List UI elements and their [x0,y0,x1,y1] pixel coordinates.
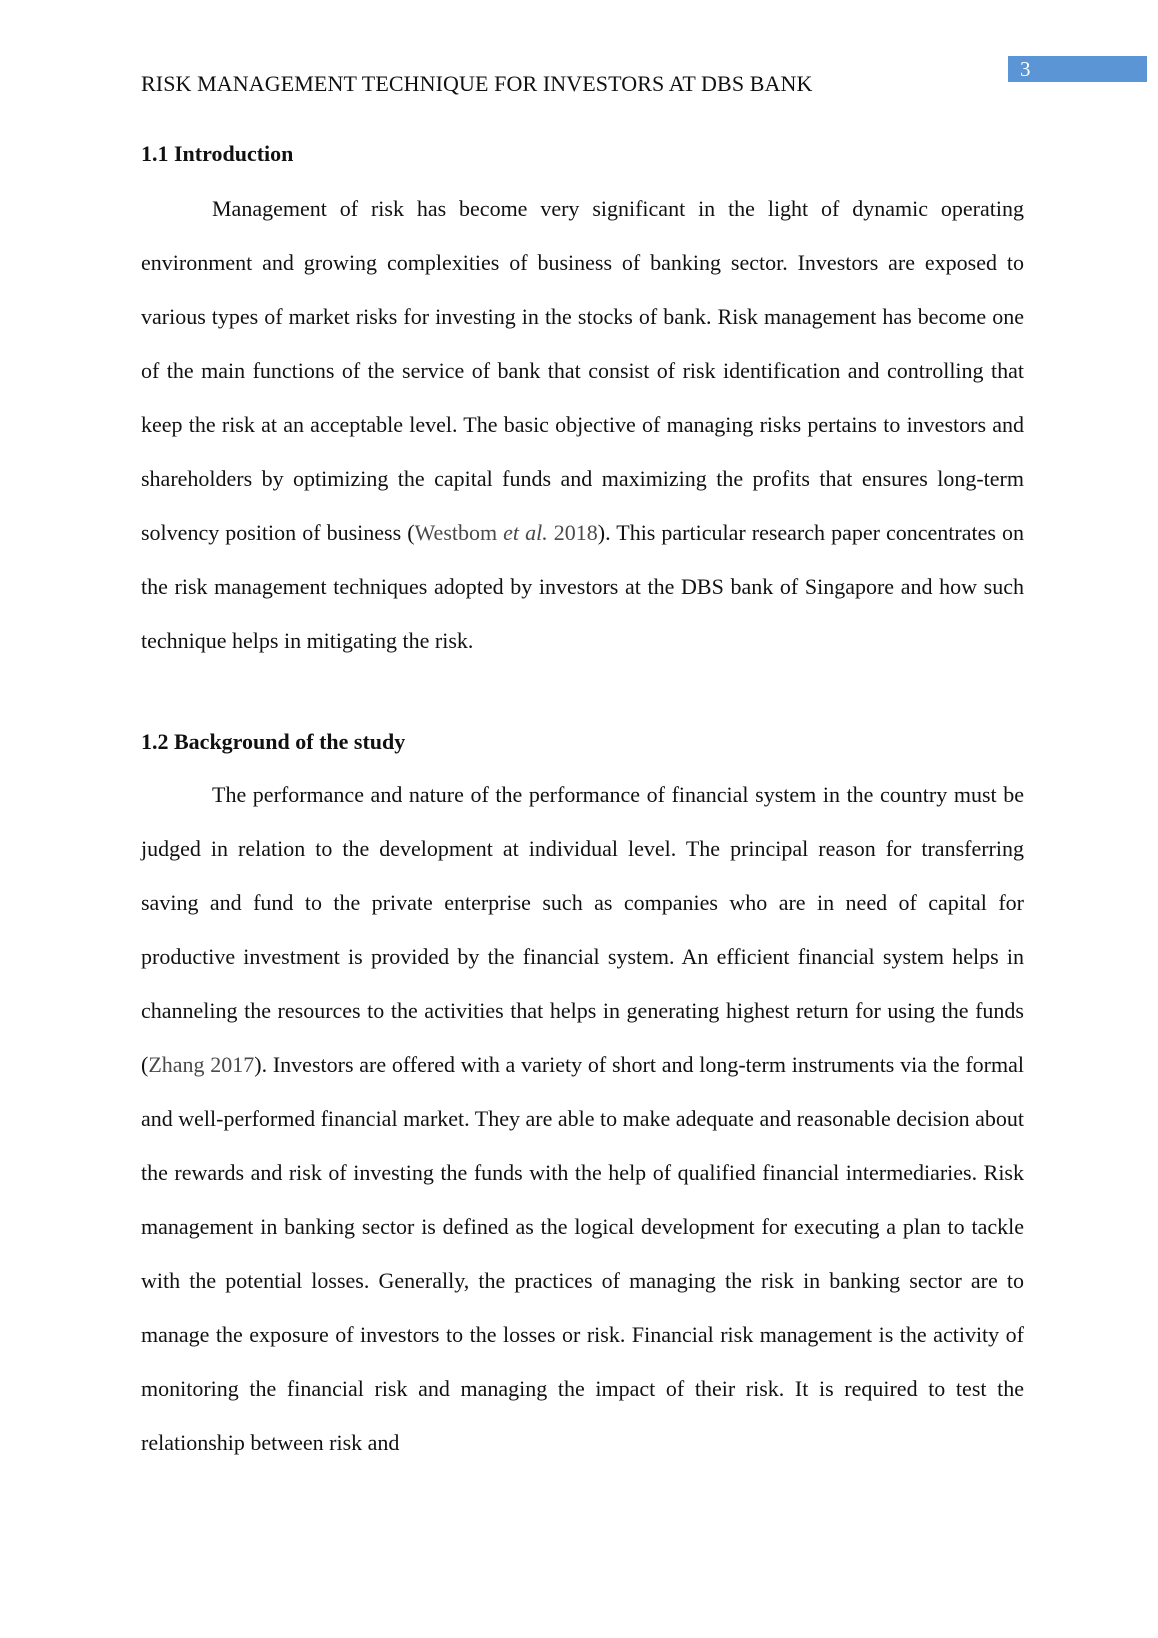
section-heading-introduction: 1.1 Introduction [141,141,294,166]
citation-etal: et al. [503,520,548,545]
citation-author: Westbom [414,520,504,545]
background-paragraph [141,768,1024,1470]
citation-westbom [415,520,598,545]
running-head: RISK MANAGEMENT TECHNIQUE FOR INVESTORS AT DBS BANK [141,71,813,96]
page-number-badge [1008,56,1147,82]
citation-zhang: Zhang 2017 [148,1052,255,1077]
introduction-text-part-2: ). This particular research paper concentrates on the risk management techniques adopted by investors at the DBS bank of Singapore and how such technique helps in mitigating the risk. [141,520,1024,653]
introduction-text-part-1: Management of risk has become very significant in the light of dynamic operating environment and growing complexities of business of banking sector. Investors are exposed to various types of market risks for investing in the stocks of bank. Risk management has become one of the main functions of the service of bank that consist of risk identification and controlling that keep the risk at an acceptable level. The basic objective of managing risks pertains to investors and shareholders by optimizing the capital funds and maximizing the profits that ensures long-term solvency position of business ( [141,196,1024,545]
background-text-part-2: ). Investors are offered with a variety of short and long-term instruments via the formal and well-performed financial market. They are able to make adequate and reasonable decision about the rewards and risk of investing the funds with the help of qualified financial intermediaries. Risk management in banking sector is defined as the logical development for executing a plan to tackle with the potential losses. Generally, the practices of managing the risk in banking sector are to manage the exposure of investors to the losses or risk. Financial risk management is the activity of monitoring the financial risk and managing the impact of their risk. It is required to test the relationship between risk and [141,1052,1024,1455]
section-heading-background: 1.2 Background of the study [141,729,406,754]
introduction-paragraph [141,182,1024,668]
background-text-part-1: The performance and nature of the performance of financial system in the country must be judged in relation to the development at individual level. The principal reason for transferring saving and fund to the private enterprise such as companies who are in need of capital for productive investment is provided by the financial system. An efficient financial system helps in channeling the resources to the activities that helps in generating highest return for using the funds ( [141,782,1024,1077]
page-number: 3 [1020,57,1031,81]
citation-year: 2018 [547,520,598,545]
